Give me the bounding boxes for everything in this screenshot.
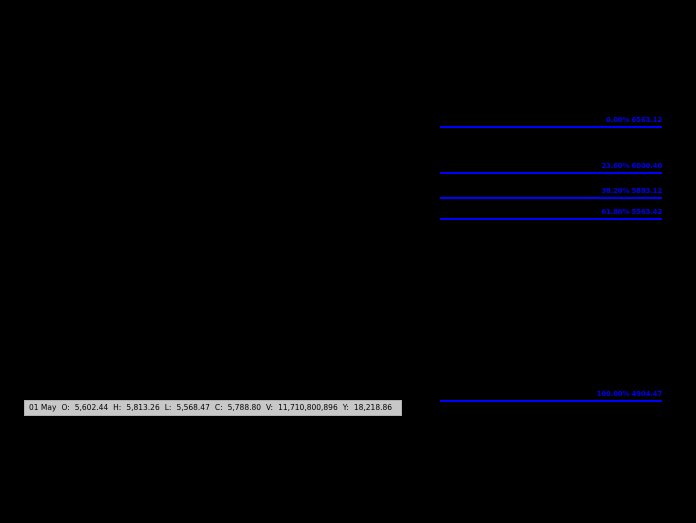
fib-level-line-4 [440,400,662,402]
fib-level-line-3 [440,218,662,220]
fib-level-label-2: 38.20% 5883.12 [601,187,662,195]
ohlc-low-value: 5,568.47 [176,403,210,412]
ohlc-volume-label: V: [266,403,274,412]
fib-level-line-2 [440,197,662,199]
fib-level-line-0 [440,126,662,128]
ohlc-y-label: Y: [342,403,349,412]
ohlc-info-box [24,400,402,416]
fib-level-label-1: 23.60% 6000.40 [601,162,662,170]
ohlc-close-label: C: [214,403,223,412]
ohlc-open-value: 5,602.44 [74,403,109,412]
ohlc-high-value: 5,813.26 [126,403,160,412]
ohlc-close-value: 5,788.80 [227,403,262,412]
ohlc-y-value: 18,218.86 [353,403,393,412]
fib-level-label-4: 100.00% 4904.47 [596,390,662,398]
ohlc-date: 01 May [29,403,57,412]
ohlc-open-label: O: [61,403,70,412]
fib-level-label-3: 61.80% 5563.42 [601,208,662,216]
ohlc-low-label: L: [164,403,172,412]
fib-level-label-0: 0.00% 6563.12 [605,116,662,124]
ohlc-volume-value: 11,710,800,896 [278,403,338,412]
ohlc-high-label: H: [113,403,122,412]
fib-level-line-1 [440,172,662,174]
